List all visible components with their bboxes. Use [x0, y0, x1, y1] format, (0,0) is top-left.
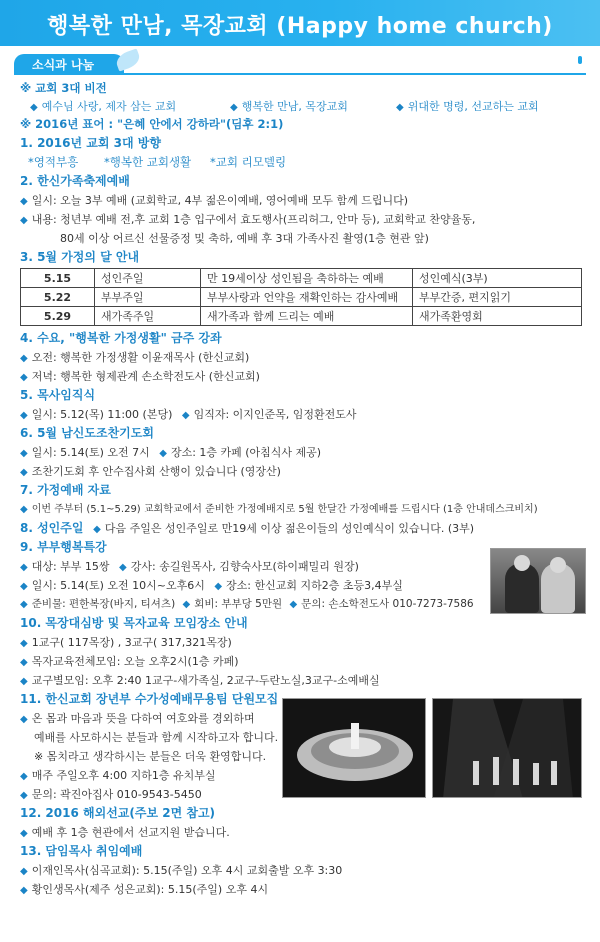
- info-line: ◆ 1교구( 117목장) , 3교구( 317,321목장): [20, 636, 232, 649]
- diamond-bullet-icon: ◆: [230, 102, 238, 113]
- section-heading-13: 13. 담임목사 취임예배: [20, 844, 143, 858]
- info-line: ◆ 온 몸과 마음과 뜻을 다하여 여호와를 경외하며: [20, 712, 255, 725]
- info-line: ◆ 황인생목사(제주 성은교회): 5.15(주일) 오후 4시: [20, 883, 269, 896]
- person-head: [550, 557, 566, 573]
- speakers-photo: [490, 548, 586, 614]
- info-line: ◆ 이재인목사(심곡교회): 5.15(주일) 오후 4시 교회출발 오후 3:30: [20, 864, 343, 877]
- info-line: ◆ 문의: 곽진아집사 010-9543-5450: [20, 788, 202, 801]
- divider-mark: [578, 56, 582, 64]
- info-line: 예배를 사모하시는 분들과 함께 시작하고자 합니다.: [34, 731, 279, 744]
- diamond-bullet-icon: ◆: [20, 638, 28, 649]
- diamond-bullet-icon: ◆: [20, 676, 28, 687]
- info-line: ◆ 내용: 청년부 예배 전,후 교회 1층 입구에서 효도행사(프리허그, 안마 등), 교회학교 찬양율동,: [20, 213, 476, 226]
- info-line: ◆ 일시: 5.12(목) 11:00 (본당) ◆ 임직자: 이지인준목, 임정환전도사: [20, 408, 357, 421]
- diamond-bullet-icon: ◆: [20, 215, 28, 226]
- tab-underline: [14, 73, 586, 75]
- page-title: 행복한 만남, 목장교회 (Happy home church): [47, 14, 553, 39]
- section-heading-8: 8. 성인주일: [20, 521, 84, 535]
- diamond-bullet-icon: ◆: [30, 102, 38, 113]
- direction-item: *영적부흥: [28, 155, 79, 169]
- diamond-bullet-icon: ◆: [20, 410, 28, 421]
- info-line: ◆ 이번 주부터 (5.1~5.29) 교회학교에서 준비한 가정예배지로 5월 한달간 가정예배를 드립시다 (1층 안내데스크비치): [20, 504, 538, 515]
- vision-item: [396, 98, 539, 116]
- dance-formation-graphic: [283, 699, 426, 798]
- section-heading-6: 6. 5월 남신도조찬기도회: [20, 426, 154, 440]
- diamond-bullet-icon: ◆: [181, 410, 190, 421]
- section-heading-3: 3. 5월 가정의 달 안내: [20, 250, 140, 264]
- vision-item: [30, 98, 176, 116]
- table-cell: 부부사랑과 언약을 재확인하는 감사예배: [201, 288, 413, 307]
- info-line: ◆ 매주 주일오후 4:00 지하1층 유치부실: [20, 769, 216, 782]
- vision-item: [230, 98, 348, 116]
- table-row: [21, 269, 582, 288]
- info-line: ◆ 일시: 5.14(토) 오전 10시~오후6시 ◆ 장소: 한신교회 지하2층 초등3,4부실: [20, 579, 403, 592]
- diamond-bullet-icon: ◆: [20, 504, 28, 515]
- section-heading-1: 1. 2016년 교회 3대 방향: [20, 136, 161, 150]
- table-cell: 새가족과 함께 드리는 예배: [201, 307, 413, 326]
- diamond-bullet-icon: ◆: [396, 102, 404, 113]
- table-cell: 만 19세이상 성인됨을 축하하는 예배: [201, 269, 413, 288]
- info-line: ◆ 교구별모임: 오후 2:40 1교구-새가족실, 2교구-두란노실,3교구-소예배실: [20, 674, 380, 687]
- diamond-bullet-icon: ◆: [20, 196, 28, 207]
- info-line: ◆ 대상: 부부 15쌍 ◆ 강사: 송길원목사, 김향숙사모(하이패밀리 원장): [20, 560, 359, 573]
- diamond-bullet-icon: ◆: [20, 372, 28, 383]
- info-line: ◆ 오전: 행복한 가정생활 이윤재목사 (한신교회): [20, 351, 250, 364]
- vision-text: 행복한 만남, 목장교회: [241, 100, 348, 113]
- diamond-bullet-icon: ◆: [20, 771, 28, 782]
- diamond-bullet-icon: ◆: [20, 448, 28, 459]
- info-line: ※ 몸치라고 생각하시는 분들은 더욱 환영합니다.: [34, 750, 267, 763]
- table-cell: 5.15: [21, 269, 95, 288]
- diamond-bullet-icon: ◆: [20, 828, 28, 839]
- diamond-bullet-icon: ◆: [182, 599, 191, 610]
- table-cell: 성인주일: [95, 269, 201, 288]
- info-line: ◆ 준비물: 편한복장(바지, 티셔츠) ◆ 회비: 부부당 5만원 ◆ 문의: 손소학전도사 010-7273-7586: [20, 598, 474, 610]
- table-row: [21, 307, 582, 326]
- section-heading-7: 7. 가정예배 자료: [20, 483, 111, 497]
- news-tab: 소식과 나눔: [14, 54, 124, 74]
- family-month-table: [20, 268, 582, 326]
- diamond-bullet-icon: ◆: [20, 353, 28, 364]
- info-line: ◆ 저녁: 행복한 형제관계 손소학전도사 (한신교회): [20, 370, 260, 383]
- table-cell: 성인예식(3부): [413, 269, 582, 288]
- diamond-bullet-icon: ◆: [20, 714, 28, 725]
- table-cell: 5.22: [21, 288, 95, 307]
- diamond-bullet-icon: ◆: [119, 562, 127, 573]
- diamond-bullet-icon: ◆: [20, 866, 28, 877]
- diamond-bullet-icon: ◆: [289, 599, 298, 610]
- person-head: [514, 555, 530, 571]
- diamond-bullet-icon: ◆: [20, 599, 28, 610]
- diamond-bullet-icon: ◆: [159, 448, 167, 459]
- info-line: ◆ 조찬기도회 후 안수집사회 산행이 있습니다 (영장산): [20, 465, 281, 478]
- stage-performance-graphic: [433, 699, 582, 798]
- diamond-bullet-icon: ◆: [20, 885, 28, 896]
- dance-photo-2: [432, 698, 582, 798]
- section-heading-5: 5. 목사임직식: [20, 388, 96, 402]
- section-heading-4: 4. 수요, "행복한 가정생활" 금주 강좌: [20, 331, 222, 345]
- vision-heading: ※ 교회 3대 비전: [20, 81, 107, 95]
- leaf-icon: [114, 48, 142, 71]
- table-cell: 부부주일: [95, 288, 201, 307]
- motto: ※ 2016년 표어 : "은혜 안에서 강하라"(딤후 2:1): [20, 117, 284, 131]
- vision-text: 위대한 명령, 선교하는 교회: [407, 100, 539, 113]
- header-banner: [0, 0, 600, 46]
- info-line: ◆ 목자교육전체모임: 오늘 오후2시(1층 카페): [20, 655, 239, 668]
- info-line: ◆ 예배 후 1층 현관에서 선교지원 받습니다.: [20, 826, 230, 839]
- table-cell: 새가족주일: [95, 307, 201, 326]
- info-line: ◆ 일시: 5.14(토) 오전 7시 ◆ 장소: 1층 카페 (아침식사 제공): [20, 446, 322, 459]
- info-line: 80세 이상 어르신 선물증정 및 축하, 예배 후 3대 가족사진 촬영(1층 현관 앞): [60, 232, 429, 245]
- table-cell: 5.29: [21, 307, 95, 326]
- section-heading-11: 11. 한신교회 장년부 수가성예배무용팀 단원모집: [20, 692, 279, 706]
- table-cell: 부부간증, 편지읽기: [413, 288, 582, 307]
- diamond-bullet-icon: ◆: [214, 581, 223, 592]
- diamond-bullet-icon: ◆: [20, 562, 28, 573]
- vision-text: 예수님 사랑, 제자 삼는 교회: [41, 100, 177, 113]
- section-tab-bar: [0, 50, 600, 76]
- diamond-bullet-icon: ◆: [93, 524, 101, 535]
- table-cell: 새가족환영회: [413, 307, 582, 326]
- diamond-bullet-icon: ◆: [20, 790, 28, 801]
- section-8-line: 8. 성인주일 ◆ 다음 주일은 성인주일로 만19세 이상 젊은이들의 성인예식이 있습니다. (3부): [20, 521, 475, 535]
- diamond-bullet-icon: ◆: [20, 657, 28, 668]
- section-heading-12: 12. 2016 해외선교(주보 2면 참고): [20, 806, 216, 820]
- info-line: ◆ 일시: 오늘 3부 예배 (교회학교, 4부 젊은이예배, 영어예배 모두 함께 드립니다): [20, 194, 409, 207]
- direction-item: *교회 리모델링: [210, 155, 287, 169]
- section-heading-2: 2. 한신가족축제예배: [20, 174, 130, 188]
- direction-item: *행복한 교회생활: [104, 155, 192, 169]
- table-row: [21, 288, 582, 307]
- diamond-bullet-icon: ◆: [20, 581, 28, 592]
- diamond-bullet-icon: ◆: [20, 467, 28, 478]
- section-heading-10: 10. 목장대심방 및 목자교육 모임장소 안내: [20, 616, 248, 630]
- section-heading-9: 9. 부부행복특강: [20, 540, 107, 554]
- dance-photo-1: [282, 698, 426, 798]
